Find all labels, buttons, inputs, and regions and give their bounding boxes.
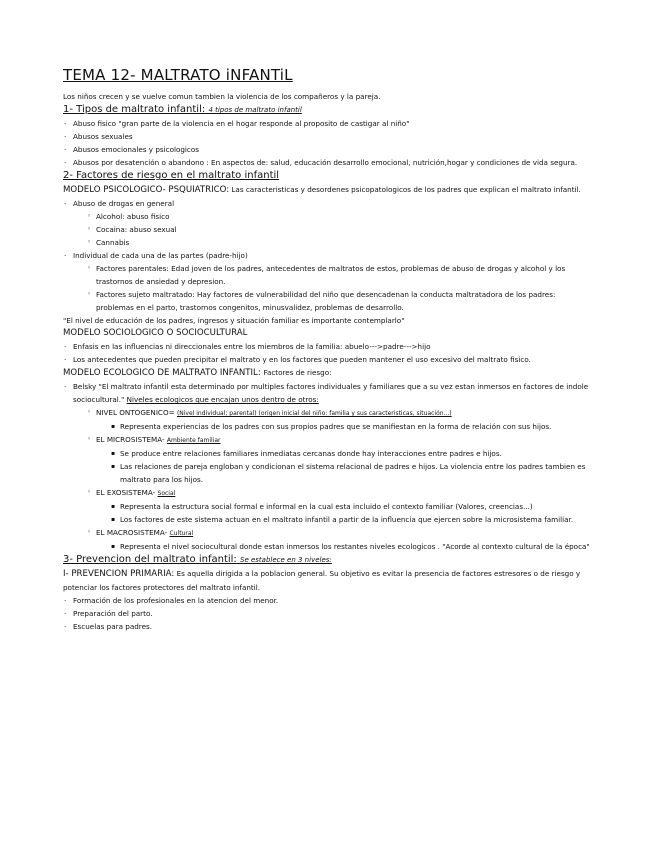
ecological-levels [63, 486, 591, 500]
list-item: ▪ Representa el nivel sociocultural donde estan inmersos los restantes niveles ecologicos . "Acorde al contexto cultural de la época" [63, 540, 591, 553]
model-ecologico-note: Factores de riesgo: [263, 368, 332, 377]
section-3-heading-text: 3- Prevencion del maltrato infantil: [63, 554, 237, 565]
level-name: NIVEL ONTOGENICO= [96, 408, 175, 417]
individual-list [63, 249, 591, 262]
model-ecologico-heading [63, 366, 591, 380]
section-1-list [63, 117, 591, 169]
list-item: · Abusos sexuales [63, 130, 591, 143]
level-name: EL MACROSISTEMA- [96, 528, 168, 537]
list-item: ▪ Representa experiencias de los padres con sus propios padres que se manifiestan en la forma de relación con sus hijos. [63, 420, 591, 433]
list-item: ▪ Representa la estructura social formal e informal en la cual esta incluido el contexto familiar (Valores, creencias...) [63, 500, 591, 513]
model-ecologico-label: MODELO ECOLOGICO DE MALTRATO INFANTIL: [63, 368, 261, 378]
belsky-levels-note: Niveles ecologicos que encajan unos dentro de otros: [126, 395, 319, 404]
belsky-quote: Belsky "El maltrato infantil esta determinado por multiples factores individuales y familiares que a su vez estan inmersos en factores de indole sociocultural." [73, 382, 589, 404]
level-exosistema [63, 486, 591, 500]
prevencion-primaria-paragraph [63, 567, 591, 594]
level-microsistema-sublist [63, 447, 591, 486]
level-name: EL MICROSISTEMA- [96, 435, 165, 444]
model-ecologico-list [63, 380, 591, 406]
list-item: · Preparación del parto. [63, 607, 591, 620]
ecological-levels [63, 433, 591, 447]
section-1-heading-note: 4 tipos de maltrato infantil [208, 106, 302, 114]
list-item: ◦ Factores sujeto maltratado: Hay factores de vulnerabilidad del niño que desencadenan la conducta maltratadora de los padres: problemas en el parto, trastornos congenitos, minusvalidez, problemas de desarrollo. [63, 288, 591, 314]
level-macrosistema-sublist [63, 540, 591, 553]
section-3-heading-note: Se establece en 3 niveles: [240, 556, 332, 564]
model-psicologico-text: Las caracteristicas y desordenes psicopatologicos de los padres que explican el maltrato infantil. [231, 185, 581, 194]
document-page [63, 66, 591, 633]
list-item: ◦ Alcohol: abuso fisico [63, 210, 591, 223]
list-item: · Abusos emocionales y psicologicos [63, 143, 591, 156]
model-psicologico-label: MODELO PSICOLOGICO- PSQUIATRICO: [63, 185, 230, 195]
list-item: · Los antecedentes que pueden precipitar el maltrato y en los factores que pueden mantener el uso excesivo del maltrato fisico. [63, 353, 591, 366]
list-item: · Abuso de drogas en general [63, 197, 591, 210]
section-1-heading-text: 1- Tipos de maltrato infantil: [63, 104, 206, 115]
list-item: ◦ Cannabis [63, 236, 591, 249]
list-item: ▪ Las relaciones de pareja engloban y condicionan el sistema relacional de padres e hijos. La violencia entre los padres tambien es maltrato para los hijos. [63, 460, 591, 486]
list-item: ▪ Se produce entre relaciones familiares inmediatas cercanas donde hay interacciones entre padres e hijos. [63, 447, 591, 460]
section-1-heading [63, 103, 591, 117]
list-item: ▪ Los factores de este sistema actuan en el maltrato infantil a partir de la influencia que ejercen sobre la microsistema familiar. [63, 513, 591, 526]
education-quote: "El nivel de educación de los padres, ingresos y situación familiar es importante contemplarlo" [63, 316, 405, 325]
level-exosistema-sublist [63, 500, 591, 526]
page-title: TEMA 12- MALTRATO iNFANTiL [63, 66, 293, 84]
individual-sublist [63, 262, 591, 314]
level-tag: Social [157, 490, 176, 497]
level-tag: (Nivel individual; parental) (origen inicial del niño: familia y sus caracteristicas, situación...) [176, 410, 452, 417]
model-sociologico-list [63, 340, 591, 366]
section-2-heading: 2- Factores de riesgo en el maltrato infantil [63, 170, 280, 181]
level-ontogenico [63, 406, 591, 420]
ecological-levels [63, 526, 591, 540]
level-tag: Ambiente familiar [166, 437, 221, 444]
level-microsistema [63, 433, 591, 447]
ecological-levels [63, 406, 591, 420]
list-item [63, 380, 591, 406]
level-name: EL EXOSISTEMA- [96, 488, 156, 497]
level-ontogenico-sublist [63, 420, 591, 433]
model-psicologico-list [63, 197, 591, 210]
level-tag: Cultural [169, 530, 194, 537]
model-sociologico-label: MODELO SOCIOLOGICO O SOCIOCULTURAL [63, 328, 248, 338]
prevencion-primaria-list [63, 594, 591, 633]
drug-sublist [63, 210, 591, 249]
list-item: · Formación de los profesionales en la atencion del menor. [63, 594, 591, 607]
list-item: · Abusos por desatención o abandono : En aspectos de: salud, educación desarrollo emocional, nutrición,hogar y condiciones de vida segura. [63, 156, 591, 169]
intro-text: Los niños crecen y se vuelve comun tambien la violencia de los compañeros y la pareja. [63, 92, 381, 101]
section-3-heading [63, 553, 591, 567]
list-item: ◦ Cocaina: abuso sexual [63, 223, 591, 236]
prevencion-primaria-label: I- PREVENCION PRIMARIA: [63, 569, 175, 579]
prevencion-primaria-text: Es aquella dirigida a la poblacion general. Su objetivo es evitar la presencia de factores estresores o de riesgo y potenciar los factores protectores del maltrato infantil. [63, 569, 581, 592]
list-item: · Escuelas para padres. [63, 620, 591, 633]
level-macrosistema [63, 526, 591, 540]
list-item: · Abuso fisico "gran parte de la violencia en el hogar responde al proposito de castigar al niño" [63, 117, 591, 130]
model-psicologico-paragraph [63, 183, 591, 197]
list-item: · Individual de cada una de las partes (padre-hijo) [63, 249, 591, 262]
list-item: ◦ Factores parentales: Edad joven de los padres, antecedentes de maltratos de estos, problemas de abuso de drogas y alcohol y los trastornos de ansiedad y depresion. [63, 262, 591, 288]
list-item: · Enfasis en las influencias ni direccionales entre los miembros de la familia: abuelo--->padre--->hijo [63, 340, 591, 353]
